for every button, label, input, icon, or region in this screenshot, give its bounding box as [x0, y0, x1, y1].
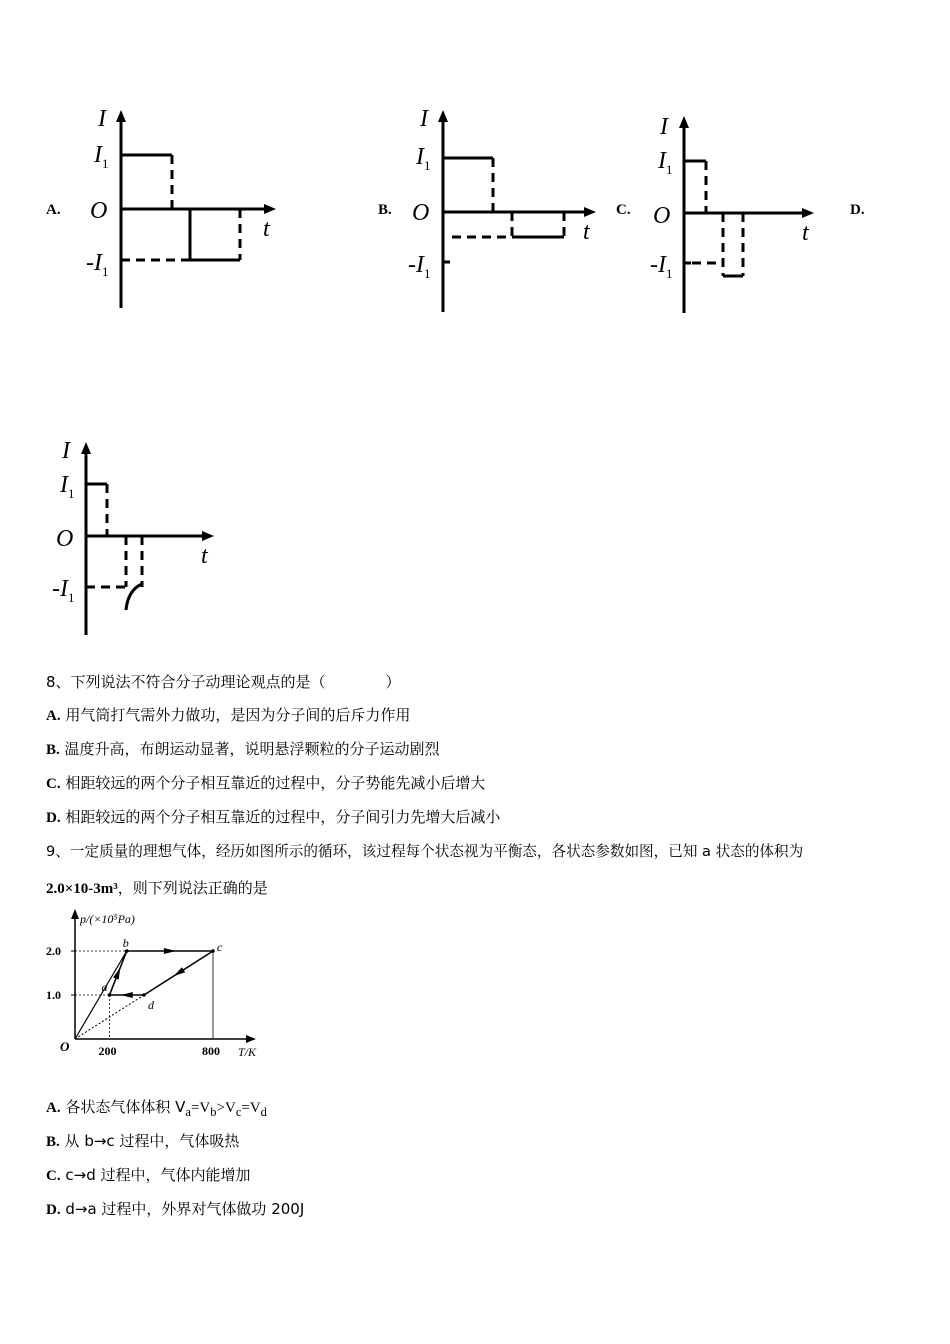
x-axis-arrow	[264, 204, 276, 214]
origin-label: O	[60, 1039, 70, 1054]
i1-label: $I_1$	[416, 144, 431, 173]
graph-option-a	[80, 100, 290, 315]
arrow-a-b	[113, 967, 120, 979]
q9-stem-line1: 9、一定质量的理想气体，经历如图所示的循环，该过程每个状态视为平衡态，各状态参数如图，已知 a 状态的体积为	[46, 843, 804, 860]
arrow-b-c	[164, 948, 176, 954]
i1-label: $I_1$	[60, 472, 75, 501]
y-axis-label: I	[660, 114, 668, 140]
neg-i1-label: $-I_1$	[650, 252, 673, 281]
t-tick-label: 200	[98, 1044, 117, 1058]
graph-option-b	[400, 100, 610, 315]
x-axis-arrow	[802, 208, 814, 218]
q8-option-b: B. 温度升高，布朗运动显著，说明悬浮颗粒的分子运动剧烈	[46, 740, 440, 758]
x-axis-label: t	[263, 216, 270, 242]
state-label-a: a	[101, 980, 108, 994]
q9-stem-line2: 2.0×10-3m³，则下列说法正确的是	[46, 879, 268, 897]
state-label-d: d	[148, 998, 154, 1012]
x-axis-label: t	[201, 543, 208, 569]
t-tick-label: 800	[202, 1044, 220, 1058]
p-tick-label: 1.0	[46, 988, 61, 1002]
state-label-c: c	[217, 940, 223, 954]
q9-option-d: D. d→a 过程中，外界对气体做功 200J	[46, 1200, 305, 1218]
i1-label: $I_1$	[94, 142, 109, 171]
option-a-label: A.	[46, 202, 61, 218]
p-axis-label: p/(×10⁵Pa)	[80, 912, 135, 926]
graph-option-d	[44, 432, 234, 642]
origin-label: O	[56, 526, 74, 552]
x-axis-label: t	[802, 220, 809, 246]
q9-option-a: A. 各状态气体体积 $V_a=V_b>V_c=V_d$	[46, 1098, 267, 1119]
arrow-c-d	[173, 967, 185, 976]
pulse-negative-curve	[126, 584, 142, 610]
q8-option-d: D. 相距较远的两个分子相互靠近的过程中，分子间引力先增大后减小	[46, 808, 501, 826]
neg-i1-label: $-I_1$	[52, 576, 75, 605]
t-axis-arrow	[246, 1035, 256, 1043]
option-d-label: D.	[850, 202, 865, 218]
x-axis-label: t	[583, 219, 590, 245]
option-c-label: C.	[616, 202, 631, 218]
y-axis-label: I	[98, 106, 106, 132]
state-point-c	[211, 949, 215, 953]
q9-option-c: C. c→d 过程中，气体内能增加	[46, 1166, 251, 1184]
state-point-a	[108, 993, 112, 997]
x-axis-arrow	[202, 531, 214, 541]
neg-i1-label: $-I_1$	[86, 250, 109, 279]
origin-label: O	[412, 200, 430, 226]
y-axis-arrow	[116, 110, 126, 122]
x-axis-arrow	[584, 207, 596, 217]
pt-chart	[40, 905, 280, 1065]
neg-i1-label: $-I_1$	[408, 252, 431, 281]
q8-stem: 8、下列说法不符合分子动理论观点的是（ ）	[46, 673, 401, 691]
origin-label: O	[653, 203, 671, 229]
state-label-b: b	[122, 936, 129, 950]
graph-option-c	[640, 100, 830, 315]
volume-relation: $_a=V_b>V_c=V_d$	[185, 1100, 267, 1119]
q9-option-b: B. 从 b→c 过程中，气体吸热	[46, 1132, 240, 1150]
q8-option-a: A. 用气筒打气需外力做功，是因为分子间的后斥力作用	[46, 706, 411, 724]
state-point-d	[142, 993, 146, 997]
q8-option-c: C. 相距较远的两个分子相互靠近的过程中，分子势能先减小后增大	[46, 774, 486, 792]
t-axis-label: T/K	[238, 1045, 257, 1059]
pulse-negative	[190, 209, 240, 260]
option-b-label: B.	[378, 202, 392, 218]
y-axis-arrow	[81, 442, 91, 454]
y-axis-label: I	[62, 438, 70, 464]
y-axis-arrow	[679, 116, 689, 128]
arrow-d-a	[121, 992, 133, 998]
y-axis-label: I	[420, 106, 428, 132]
i1-label: $I_1$	[658, 148, 673, 177]
p-tick-label: 2.0	[46, 944, 61, 958]
p-axis-arrow	[71, 909, 79, 919]
y-axis-arrow	[438, 110, 448, 122]
origin-label: O	[90, 198, 108, 224]
